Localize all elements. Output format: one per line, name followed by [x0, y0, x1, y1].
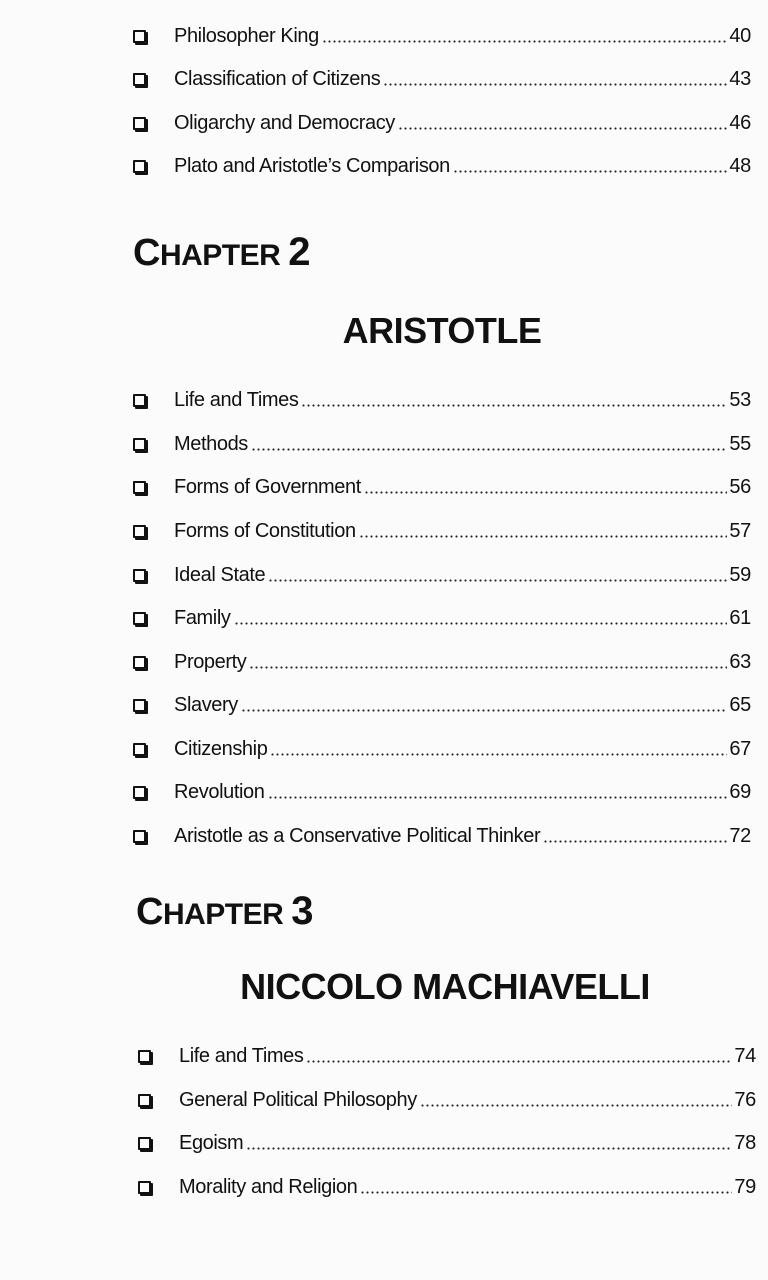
toc-entry [138, 1042, 756, 1070]
chapter-label-rest: HAPTER [159, 239, 281, 272]
checkbox-bullet-icon [138, 1094, 151, 1107]
toc-entry [133, 517, 751, 545]
toc-entry-title: Citizenship [174, 738, 268, 760]
toc-entry-page: 57 [729, 520, 751, 542]
chapter-number: 3 [291, 889, 314, 933]
checkbox-bullet-icon [133, 743, 146, 756]
dot-leader [398, 127, 727, 130]
toc-entry-page: 40 [729, 25, 751, 47]
toc-entry [133, 822, 751, 850]
chapter-3-label [136, 891, 313, 935]
toc-entry-title: Forms of Government [174, 476, 361, 498]
toc-entry-page: 74 [734, 1045, 756, 1067]
dot-leader [246, 1147, 732, 1150]
toc-entry-title: General Political Philosophy [179, 1089, 417, 1111]
toc-entry-title: Life and Times [179, 1045, 304, 1067]
toc-entry [138, 1129, 756, 1157]
toc-entry-page: 48 [729, 155, 751, 177]
checkbox-bullet-icon [133, 786, 146, 799]
dot-leader [364, 491, 727, 494]
dot-leader [359, 535, 728, 538]
checkbox-bullet-icon [133, 612, 146, 625]
dot-leader [268, 579, 727, 582]
toc-entry-page: 69 [729, 781, 751, 803]
chapter-label-rest: HAPTER [162, 898, 284, 931]
toc-entry [133, 604, 751, 632]
toc-entry-title: Plato and Aristotle’s Comparison [174, 155, 450, 177]
toc-entry-title: Aristotle as a Conservative Political Thinker [174, 825, 541, 847]
checkbox-bullet-icon [133, 160, 146, 173]
checkbox-bullet-icon [133, 656, 146, 669]
toc-entry-title: Morality and Religion [179, 1176, 358, 1198]
dot-leader [241, 709, 727, 712]
checkbox-bullet-icon [133, 438, 146, 451]
toc-entry-page: 67 [729, 738, 751, 760]
toc-entry [133, 22, 751, 50]
dot-leader [249, 666, 727, 669]
toc-entry-title: Philosopher King [174, 25, 319, 47]
toc-entry [133, 152, 751, 180]
dot-leader [268, 796, 728, 799]
toc-entry-page: 56 [729, 476, 751, 498]
toc-entry-page: 63 [729, 651, 751, 673]
toc-entry-page: 61 [729, 607, 751, 629]
dot-leader [301, 404, 727, 407]
toc-entry-page: 65 [729, 694, 751, 716]
dot-leader [234, 622, 728, 625]
toc-entry-page: 55 [729, 433, 751, 455]
dot-leader [453, 170, 727, 173]
toc-entry [133, 735, 751, 763]
toc-entry-title: Family [174, 607, 231, 629]
toc-entry-title: Life and Times [174, 389, 299, 411]
toc-entry [133, 473, 751, 501]
checkbox-bullet-icon [133, 525, 146, 538]
toc-entry-title: Methods [174, 433, 248, 455]
dot-leader [543, 840, 727, 843]
checkbox-bullet-icon [133, 73, 146, 86]
dot-leader [383, 83, 727, 86]
toc-entry-title: Revolution [174, 781, 265, 803]
chapter-label-initial: C [133, 232, 160, 274]
checkbox-bullet-icon [133, 30, 146, 43]
toc-entry-page: 59 [729, 564, 751, 586]
toc-entry [133, 778, 751, 806]
checkbox-bullet-icon [133, 481, 146, 494]
chapter-label-initial: C [136, 891, 163, 933]
checkbox-bullet-icon [138, 1137, 151, 1150]
toc-entry [133, 648, 751, 676]
checkbox-bullet-icon [138, 1050, 151, 1063]
toc-entry-title: Oligarchy and Democracy [174, 112, 395, 134]
toc-entry [133, 65, 751, 93]
toc-entry-title: Slavery [174, 694, 238, 716]
chapter-2-title: ARISTOTLE [342, 310, 542, 351]
toc-entry-page: 79 [734, 1176, 756, 1198]
checkbox-bullet-icon [138, 1181, 151, 1194]
chapter-3-title: NICCOLO MACHIAVELLI [240, 966, 650, 1007]
toc-entry-page: 46 [729, 112, 751, 134]
dot-leader [270, 753, 727, 756]
chapter-number: 2 [288, 230, 311, 274]
dot-leader [322, 40, 728, 43]
toc-entry-page: 43 [729, 68, 751, 90]
toc-entry-title: Ideal State [174, 564, 266, 586]
toc-entry [133, 691, 751, 719]
checkbox-bullet-icon [133, 117, 146, 130]
toc-entry-title: Forms of Constitution [174, 520, 356, 542]
dot-leader [420, 1104, 733, 1107]
toc-entry-page: 76 [734, 1089, 756, 1111]
toc-entry [138, 1173, 756, 1201]
checkbox-bullet-icon [133, 394, 146, 407]
checkbox-bullet-icon [133, 699, 146, 712]
toc-entry-title: Property [174, 651, 247, 673]
toc-entry-title: Classification of Citizens [174, 68, 381, 90]
checkbox-bullet-icon [133, 569, 146, 582]
checkbox-bullet-icon [133, 830, 146, 843]
dot-leader [251, 448, 727, 451]
toc-entry [133, 430, 751, 458]
toc-entry [133, 386, 751, 414]
dot-leader [360, 1191, 732, 1194]
toc-entry-page: 53 [729, 389, 751, 411]
toc-entry [138, 1086, 756, 1114]
toc-entry-title: Egoism [179, 1132, 244, 1154]
toc-entry-page: 72 [729, 825, 751, 847]
dot-leader [306, 1060, 732, 1063]
toc-entry [133, 109, 751, 137]
toc-entry-page: 78 [734, 1132, 756, 1154]
toc-entry [133, 561, 751, 589]
chapter-2-label [133, 232, 310, 276]
